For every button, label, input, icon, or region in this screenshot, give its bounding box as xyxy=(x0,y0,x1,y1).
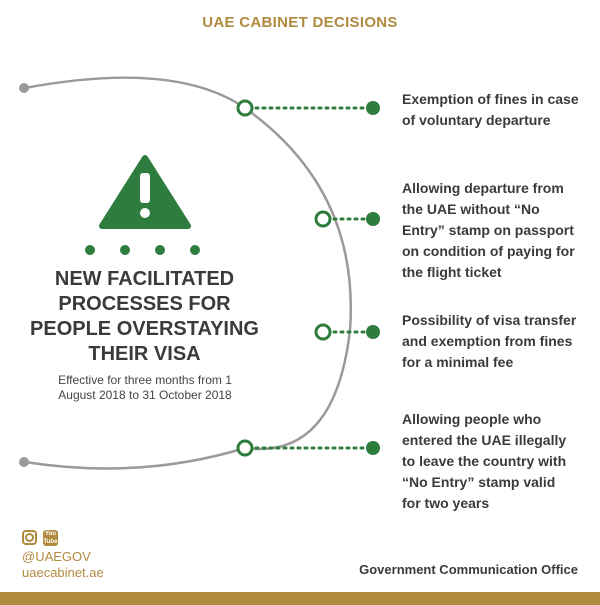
decision-line: on condition of paying for xyxy=(402,243,575,259)
decision-line: “No Entry” stamp valid xyxy=(402,474,556,490)
social-handle[interactable]: @UAEGOV xyxy=(22,549,91,564)
social-block xyxy=(22,530,104,581)
decorative-dots xyxy=(85,245,200,255)
decision-line: for a minimal fee xyxy=(402,354,514,370)
decision-item-2 xyxy=(402,178,592,283)
effective-line: Effective for three months from 1 xyxy=(58,373,232,387)
bottom-bar xyxy=(0,592,600,605)
decision-line: entered the UAE illegally xyxy=(402,432,567,448)
decision-line: the UAE without “No xyxy=(402,201,540,217)
decision-line: Exemption of fines in case xyxy=(402,91,579,107)
connector-2 xyxy=(316,212,380,226)
effective-dates xyxy=(20,373,270,403)
arc-end-top xyxy=(19,83,29,93)
office-name: Government Communication Office xyxy=(359,562,578,577)
decision-line: Allowing departure from xyxy=(402,180,564,196)
decision-item-3 xyxy=(402,310,592,373)
website-link[interactable]: uaecabinet.ae xyxy=(22,565,104,580)
instagram-icon[interactable] xyxy=(22,530,37,545)
page-title: UAE CABINET DECISIONS xyxy=(202,14,398,31)
decision-item-4 xyxy=(402,409,592,514)
headline-line: PEOPLE OVERSTAYING xyxy=(30,318,259,340)
warning-triangle-icon xyxy=(102,158,188,226)
decision-item-1 xyxy=(402,89,592,131)
decision-line: the flight ticket xyxy=(402,264,502,280)
headline-line: THEIR VISA xyxy=(88,343,201,365)
decision-line: for two years xyxy=(402,495,490,511)
decision-line: Entry” stamp on passport xyxy=(402,222,574,238)
connector-4 xyxy=(238,441,380,455)
decision-line: Possibility of visa transfer xyxy=(402,312,577,328)
social-icons xyxy=(22,530,104,546)
connector-1 xyxy=(238,101,380,115)
headline-line: PROCESSES FOR xyxy=(58,293,231,315)
decision-line: of voluntary departure xyxy=(402,112,551,128)
decision-line: and exemption from fines xyxy=(402,333,573,349)
decision-line: Allowing people who xyxy=(402,411,542,427)
effective-line: August 2018 to 31 October 2018 xyxy=(58,388,232,402)
headline xyxy=(22,267,267,367)
youtube-icon[interactable]: You Tube xyxy=(43,531,58,545)
headline-line: NEW FACILITATED xyxy=(54,268,235,290)
arc-end-bottom xyxy=(19,457,29,467)
decision-line: to leave the country with xyxy=(402,453,567,469)
